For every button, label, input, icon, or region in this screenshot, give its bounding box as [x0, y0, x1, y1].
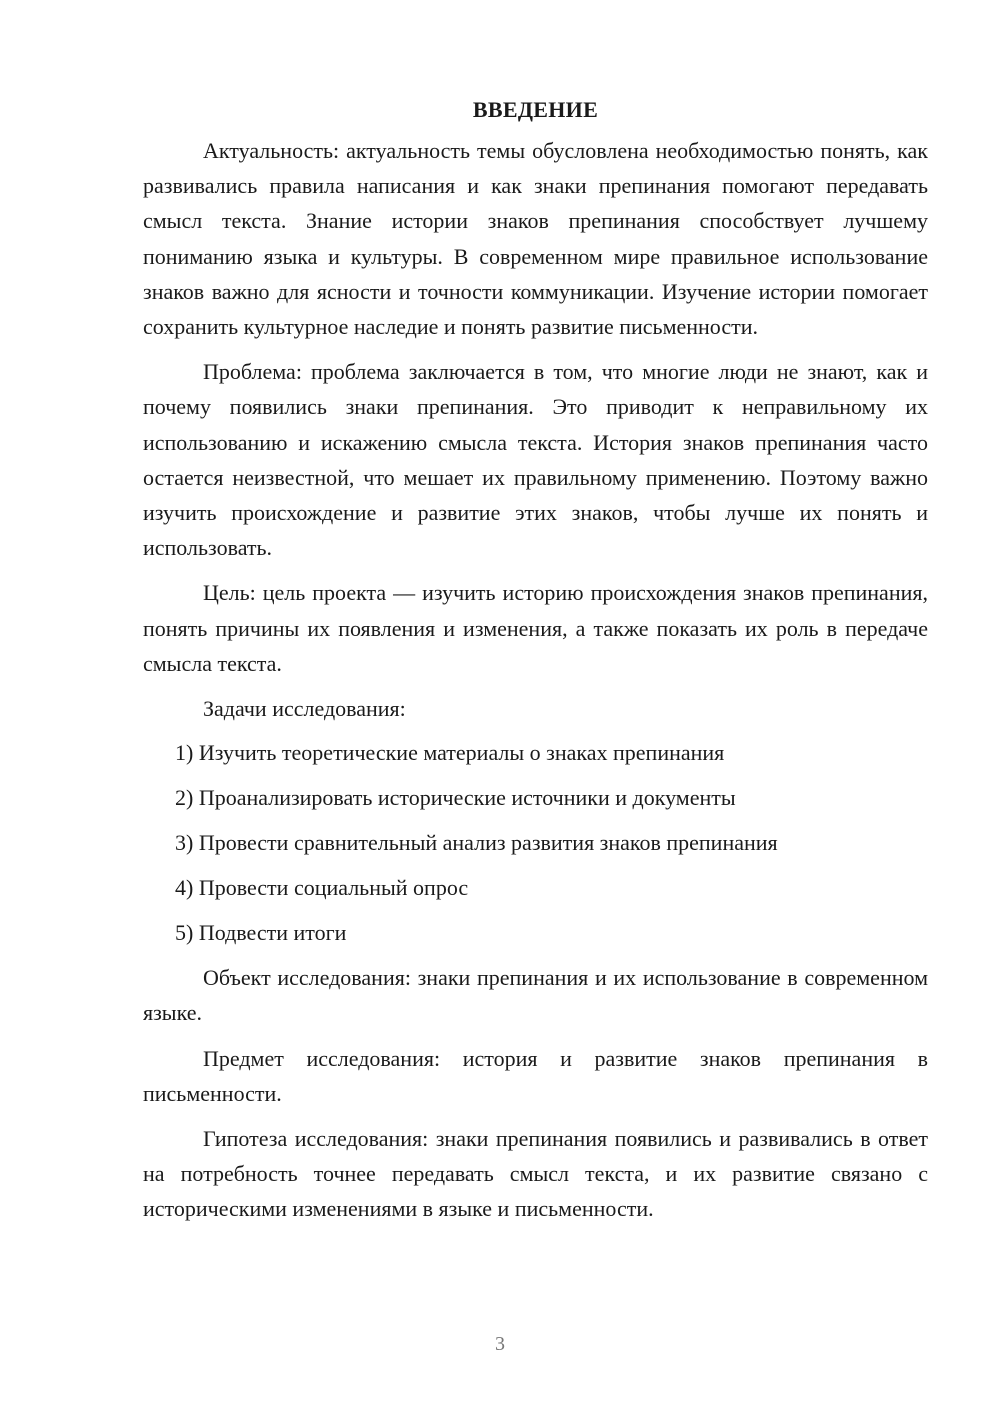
hypothesis-paragraph: Гипотеза исследования: знаки препинания появились и развивались в ответ на потребность точнее передавать смысл текста, и их развитие связано с историческими изменениями в языке и письменности.: [143, 1126, 928, 1222]
section-title: ВВЕДЕНИЕ: [472, 97, 599, 122]
page-number: 3: [495, 1333, 505, 1355]
subject-paragraph: Предмет исследования: история и развитие знаков препинания в письменности.: [143, 1045, 928, 1106]
list-item: 1) Изучить теоретические материалы о знаках препинания: [175, 740, 725, 766]
document-page: [143, 92, 928, 1237]
list-item: 5) Подвести итоги: [175, 920, 347, 946]
tasks-heading: Задачи исследования:: [203, 696, 406, 722]
relevance-paragraph: Актуальность: актуальность темы обусловлена необходимостью понять, как развивались правила написания и как знаки препинания помогают передавать смысл текста. Знание истории знаков препинания способствует лучшему пониманию языка и культуры. В современном мире правильное использование знаков важно для ясности и точности коммуникации. Изучение истории помогает сохранить культурное наследие и понять развитие письменности.: [143, 138, 928, 340]
list-item: 3) Провести сравнительный анализ развития знаков препинания: [175, 830, 778, 856]
object-paragraph: Объект исследования: знаки препинания и их использование в современном языке.: [143, 965, 928, 1026]
list-item: 2) Проанализировать исторические источники и документы: [175, 785, 736, 811]
tasks-list: [143, 735, 928, 950]
problem-paragraph: Проблема: проблема заключается в том, что многие люди не знают, как и почему появились знаки препинания. Это приводит к неправильному их использованию и искажению смысла текста. История знаков препинания часто остается неизвестной, что мешает их правильному применению. Поэтому важно изучить происхождение и развитие этих знаков, чтобы лучше их понять и использовать.: [143, 359, 928, 561]
list-item: 4) Провести социальный опрос: [175, 875, 469, 901]
goal-paragraph: Цель: цель проекта — изучить историю происхождения знаков препинания, понять причины их появления и изменения, а также показать их роль в передаче смысла текста.: [143, 580, 928, 676]
